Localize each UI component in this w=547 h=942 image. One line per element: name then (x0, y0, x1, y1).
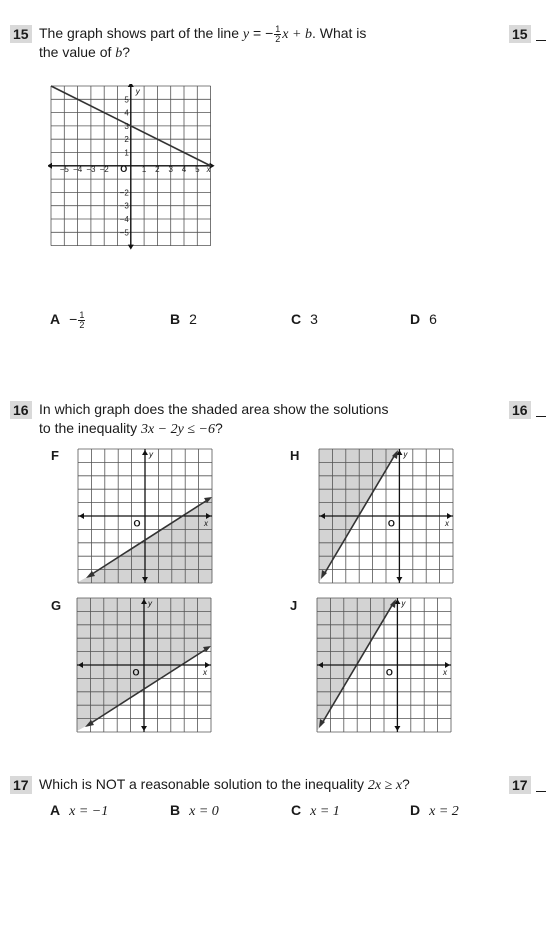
origin-label: O (387, 518, 395, 529)
q15-labels (60, 87, 212, 237)
x-tick-label: 3 (168, 164, 173, 174)
graph-h-label: H (290, 448, 300, 463)
y-tick-label: 2 (124, 135, 129, 145)
graph-g[interactable] (76, 597, 212, 733)
y-tick-label: 4 (124, 108, 129, 118)
answer-16-number: 16 (509, 401, 531, 419)
question-15-text (39, 24, 366, 44)
q17-choice-d[interactable]: D x = 2 (410, 802, 459, 819)
question-17-text: Which is NOT a reasonable solution to the inequality 2x ≥ x? (39, 776, 410, 793)
y-axis-label: y (148, 599, 152, 608)
graph-j[interactable] (316, 597, 452, 733)
origin-label: O (120, 164, 128, 175)
q15-eq-eq: = − (249, 25, 274, 41)
x-tick-label: 1 (141, 164, 147, 174)
y-axis-arrow (396, 577, 402, 582)
y-tick-label: 1 (124, 148, 129, 158)
q15-eq-fraction: $\frac{1}{2}$ (275, 23, 281, 44)
x-tick-label: −2 (99, 164, 109, 174)
x-tick-label: −3 (86, 164, 96, 174)
q15-choice-a[interactable]: A − $\frac{1}{2}$ (50, 310, 85, 330)
question-15-text-line2: the value of b? (39, 44, 131, 61)
answer-15-number: 15 (509, 25, 531, 43)
graph-g-label: G (51, 598, 62, 613)
y-tick-label: −2 (119, 188, 129, 198)
q17-choice-a[interactable]: A x = −1 (50, 802, 109, 819)
y-tick-label: −3 (119, 201, 129, 211)
x-tick-label: −4 (73, 164, 83, 174)
answer-16-blank[interactable] (536, 416, 546, 417)
x-axis-arrow (79, 513, 84, 519)
x-axis-label: x (443, 668, 447, 678)
x-axis-arrow (445, 662, 450, 668)
y-tick-label: −5 (119, 228, 129, 238)
origin-label: O (133, 518, 141, 529)
x-tick-label: 2 (155, 164, 160, 174)
q17-choice-c[interactable]: C x = 1 (291, 802, 340, 819)
q15-text-before: The graph shows part of the line (39, 25, 243, 41)
graph-f[interactable] (77, 448, 213, 584)
y-axis-arrow (128, 245, 134, 250)
y-tick-label: 3 (124, 121, 129, 131)
answer-17-number: 17 (509, 776, 531, 794)
q15-graph (48, 84, 218, 254)
y-tick-label: −4 (119, 215, 129, 224)
q15-choice-c[interactable]: C 3 (291, 311, 318, 327)
x-tick-label: −5 (59, 164, 69, 174)
q15-eq-tail: x + b (282, 27, 312, 42)
y-axis-arrow (394, 726, 400, 731)
x-axis-arrow (48, 163, 52, 169)
x-axis-label: x (206, 164, 211, 174)
question-16-text-line1: In which graph does the shaded area show the solutions (39, 401, 389, 417)
y-axis-label: y (149, 450, 153, 459)
question-16-text-line2: to the inequality 3x − 2y ≤ −6? (39, 420, 223, 437)
q17-choice-b[interactable]: B x = 0 (170, 802, 219, 819)
q15-choice-b[interactable]: B 2 (170, 311, 197, 327)
q15-choice-d[interactable]: D 6 (410, 311, 437, 327)
y-axis-label: y (401, 599, 406, 608)
answer-17-blank[interactable] (536, 791, 546, 792)
x-axis-label: x (445, 519, 449, 529)
x-axis-arrow (447, 513, 452, 519)
y-tick-label: 5 (124, 95, 129, 105)
x-axis-arrow (205, 662, 210, 668)
q15-text-after: . What is (311, 25, 367, 41)
y-axis-arrow (141, 726, 147, 731)
question-17-number: 17 (10, 776, 32, 794)
x-tick-label: 5 (195, 164, 200, 174)
x-tick-label: 4 (181, 164, 187, 174)
graph-h[interactable] (318, 448, 454, 584)
y-axis-arrow (142, 450, 148, 455)
q15-eq-y: y (242, 27, 250, 42)
x-axis-label: x (203, 668, 207, 678)
answer-15-blank[interactable] (536, 40, 546, 41)
origin-label: O (385, 667, 393, 678)
question-16-number: 16 (10, 401, 32, 419)
y-axis-label: y (403, 450, 408, 459)
y-axis-label: y (135, 87, 140, 96)
graph-j-label: J (290, 598, 298, 613)
graph-f-label: F (51, 448, 59, 463)
x-axis-label: x (204, 519, 208, 529)
origin-label: O (132, 667, 140, 678)
y-axis-arrow (128, 84, 134, 87)
question-15-number: 15 (10, 25, 32, 43)
